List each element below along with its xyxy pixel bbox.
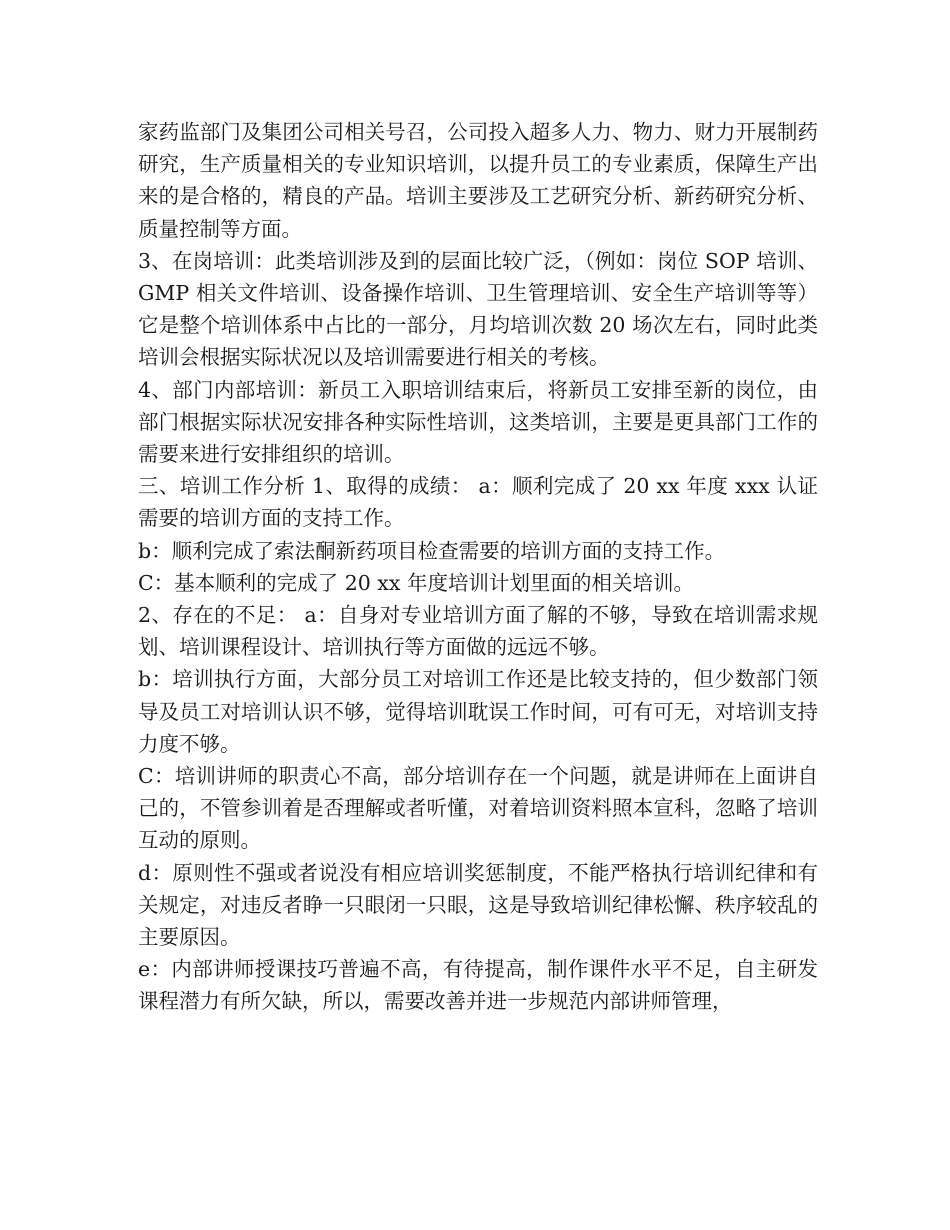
paragraph-shortcomings-a: 2、存在的不足： a：自身对专业培训方面了解的不够，导致在培训需求规划、培训课程设计、培训执行等方面做的远远不够。 (138, 603, 818, 660)
paragraph-continuation: 家药监部门及集团公司相关号召，公司投入超多人力、物力、财力开展制药研究，生产质量相关的专业知识培训，以提升员工的专业素质，保障生产出来的是合格的，精良的产品。培训主要涉及工艺研究分析、新药研究分析、质量控制等方面。 (138, 120, 818, 241)
paragraph-onsite-training: 3、在岗培训：此类培训涉及到的层面比较广泛，（例如：岗位 SOP 培训、GMP 相关文件培训、设备操作培训、卫生管理培训、安全生产培训等等）它是整个培训体系中占比的一部分，月均培训次数 20 场次左右，同时此类培训会根据实际状况以及培训需要进行相关的考核。 (138, 248, 818, 370)
paragraph-analysis-achievements: 三、培训工作分析 1、取得的成绩： a：顺利完成了 20 xx 年度 xxx 认证需要的培训方面的支持工作。 (138, 474, 818, 531)
paragraph-department-training: 4、部门内部培训：新员工入职培训结束后，将新员工安排至新的岗位，由部门根据实际状况安排各种实际性培训，这类培训，主要是更具部门工作的需要来进行安排组织的培训。 (138, 377, 818, 467)
paragraph-achievement-b: b：顺利完成了索法酮新药项目检查需要的培训方面的支持工作。 (138, 538, 726, 563)
paragraph-shortcomings-b: b：培训执行方面，大部分员工对培训工作还是比较支持的，但少数部门领导及员工对培训认识不够，觉得培训耽误工作时间，可有可无，对培训支持力度不够。 (138, 667, 818, 756)
paragraph-achievement-c: C：基本顺利的完成了 20 xx 年度培训计划里面的相关培训。 (138, 570, 694, 595)
paragraph-shortcomings-d: d：原则性不强或者说没有相应培训奖惩制度，不能严格执行培训纪律和有关规定，对违反者睁一只眼闭一只眼，这是导致培训纪律松懈、秩序较乱的主要原因。 (138, 860, 818, 950)
paragraph-shortcomings-c: C：培训讲师的职责心不高，部分培训存在一个问题，就是讲师在上面讲自己的，不管参训着是否理解或者听懂，对着培训资料照本宣科，忽略了培训互动的原则。 (138, 764, 818, 853)
document-body (138, 116, 818, 1018)
paragraph-shortcomings-e: e：内部讲师授课技巧普遍不高，有待提高，制作课件水平不足，自主研发课程潜力有所欠缺，所以，需要改善并进一步规范内部讲师管理， (138, 957, 818, 1014)
